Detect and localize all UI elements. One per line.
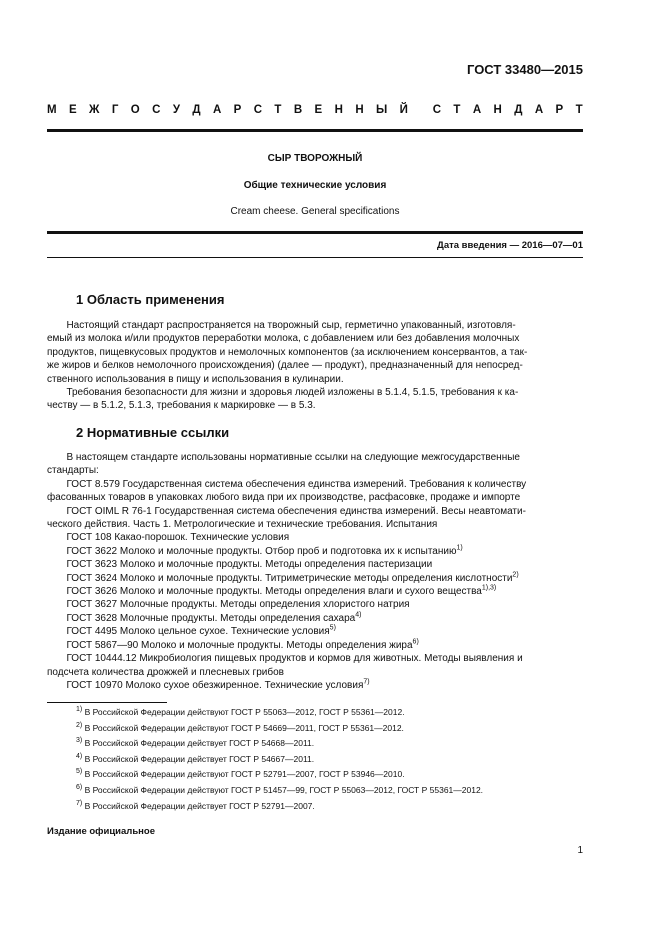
interstate-letter: С [432,104,442,116]
footnote-mark: 4) [76,752,83,760]
reference-text: ГОСТ 5867—90 Молоко и молочные продукты. Методы определения жира [47,639,413,651]
footnote [76,752,583,768]
reference-text: ГОСТ 3622 Молоко и молочные продукты. Отбор проб и подготовка их к испытанию [47,545,457,557]
reference-line [47,612,583,625]
paragraph-line: ственного использования в пищу и использования в кулинарии. [47,373,344,385]
reference-line [47,545,583,558]
reference-line [47,652,583,665]
footnote-mark: 1) [76,706,83,714]
reference-text: фасованных товаров в упаковках любого вида при их производстве, расфасовке, продаже и импорте [47,492,521,504]
interstate-letter: М [47,104,57,116]
interstate-letter: Н [334,104,343,116]
footnote-text: В Российской Федерации действует ГОСТ Р 52791—2007. [82,800,315,811]
footnote-text: В Российской Федерации действует ГОСТ Р 54668—2011. [82,738,315,749]
reference-line [47,491,583,504]
date-rule [47,257,583,258]
interstate-letter: Т [453,104,461,116]
interstate-letter: Е [68,104,77,116]
interstate-letter: А [212,104,222,116]
reference-line [47,572,583,585]
paragraph-line: В настоящем стандарте использованы нормативные ссылки на следующие межгосударственные [47,452,520,463]
footnote [76,705,583,721]
interstate-letter: Т [274,104,282,116]
footnote [76,767,583,783]
reference-line [47,585,583,598]
interstate-letter: Г [111,104,119,116]
interstate-letter: Ы [376,104,388,116]
top-rule [47,129,583,132]
footnote-ref[interactable]: 2) [512,571,519,579]
footnote-ref[interactable]: 7) [363,678,370,686]
reference-text: ГОСТ 3624 Молоко и молочные продукты. Титриметрические методы определения кислотности [47,572,513,584]
section-2-heading: 2 Нормативные ссылки [76,425,230,440]
reference-line [47,531,583,544]
reference-line [47,625,583,638]
footnote [76,736,583,752]
footnotes [76,705,583,814]
reference-line [47,558,583,571]
reference-text: подсчета количества дрожжей и плесневых грибов [47,666,284,678]
footnote-text: В Российской Федерации действуют ГОСТ Р 52791—2007, ГОСТ Р 53946—2010. [82,769,405,780]
reference-line [47,478,583,491]
reference-line [47,505,583,518]
introduction-date: Дата введения — 2016—07—01 [437,240,583,251]
reference-text: ГОСТ 3623 Молоко и молочные продукты. Методы определения пастеризации [47,559,433,571]
paragraph-line: Требования безопасности для жизни и здоровья людей изложены в 5.1.4, 5.1.5, требования к ка- [47,387,519,399]
footnote-mark: 6) [76,784,83,792]
footnote-mark: 2) [76,721,83,729]
interstate-letter: Р [233,104,242,116]
footnote [76,783,583,799]
footnote-ref[interactable]: 1),3) [481,584,497,592]
interstate-letter: Н [355,104,364,116]
reference-text: ГОСТ 3628 Молочные продукты. Методы определения сахара [47,612,356,624]
interstate-letter: А [534,104,544,116]
paragraph-line: же жиров и белков немолочного происхождения) (далее — продукт), предназначенный для непосред- [47,360,523,372]
footnote-mark: 5) [76,768,83,776]
reference-text: ческого действия. Часть 1. Метрологические и технические требования. Испытания [47,519,438,531]
footnote-ref[interactable]: 5) [329,624,336,632]
interstate-letter: Д [514,104,523,116]
paragraph-line: емый из молока и/или продуктов переработки молока, с добавлением или без добавления молочных [47,333,520,345]
footnote-text: В Российской Федерации действуют ГОСТ Р 55063—2012, ГОСТ Р 55361—2012. [82,707,405,717]
footnote [76,799,583,815]
normative-references-list [47,451,583,692]
reference-text: ГОСТ 3627 Молочные продукты. Методы определения хлористого натрия [47,599,410,611]
footnote [76,721,583,737]
interstate-letter: Р [555,104,564,116]
paragraph-line: честву — в 5.1.2, 5.1.3, требования к маркировке — в 5.3. [47,400,316,412]
footnote-mark: 3) [76,737,83,745]
footnote-mark: 7) [76,799,83,807]
footnote-text: В Российской Федерации действуют ГОСТ Р 54669—2011, ГОСТ Р 55361—2012. [82,722,404,733]
reference-line [47,598,583,611]
interstate-letter: Т [575,104,583,116]
reference-text: ГОСТ 10970 Молоко сухое обезжиренное. Технические условия [47,679,364,691]
interstate-letter: С [253,104,263,116]
footnote-separator [47,702,167,703]
paragraph-line: продуктов, пищевкусовых продуктов и немолочных компонентов (за исключением консервантов, а так- [47,346,528,358]
reference-text: ГОСТ OIML R 76-1 Государственная система обеспечения единства измерений. Весы неавтомати- [47,505,526,517]
interstate-letter: О [130,104,140,116]
footnote-text: В Российской Федерации действует ГОСТ Р 54667—2011. [82,753,315,764]
interstate-letter: С [152,104,161,116]
document-subtitle: Общие технические условия [243,180,387,191]
reference-text: ГОСТ 3626 Молоко и молочные продукты. Методы определения влаги и сухого вещества [47,586,482,598]
reference-line [47,666,583,679]
reference-text: ГОСТ 108 Какао-порошок. Технические условия [47,532,290,544]
reference-text: ГОСТ 4495 Молоко цельное сухое. Технические условия [47,626,330,638]
reference-line [47,679,583,692]
page-number: 1 [577,845,583,856]
footnote-ref[interactable]: 4) [355,611,362,619]
reference-text: ГОСТ 8.579 Государственная система обеспечения единства измерений. Требования к количеству [47,478,527,490]
official-edition-label: Издание официальное [47,826,155,837]
interstate-standard-heading [47,104,583,116]
reference-line [47,518,583,531]
footnote-text: В Российской Федерации действуют ГОСТ Р 51457—99, ГОСТ Р 55063—2012, ГОСТ Р 55361—2012. [82,784,484,795]
interstate-letter: Д [192,104,201,116]
interstate-letter: А [472,104,482,116]
paragraph-line: стандарты: [47,465,99,477]
document-title: СЫР ТВОРОЖНЫЙ [267,153,363,164]
interstate-letter: В [293,104,303,116]
paragraph-line: Настоящий стандарт распространяется на творожный сыр, герметично упакованный, изготовля- [47,320,516,331]
section-1-paragraph [47,319,583,413]
document-title-en: Cream cheese. General specifications [230,206,400,217]
interstate-letter: Н [493,104,502,116]
interstate-letter: У [172,104,180,116]
reference-line [47,639,583,652]
interstate-letter: Ж [89,104,100,116]
section-1-heading: 1 Область применения [76,292,225,307]
footnote-ref[interactable]: 1) [456,544,463,552]
footnote-ref[interactable]: 6) [412,638,419,646]
interstate-letter: Й [399,104,408,116]
interstate-letter: Е [314,104,323,116]
gost-number: ГОСТ 33480—2015 [467,62,583,77]
reference-text: ГОСТ 10444.12 Микробиология пищевых продуктов и кормов для животных. Методы выявления и [47,653,523,665]
title-bottom-rule [47,231,583,234]
